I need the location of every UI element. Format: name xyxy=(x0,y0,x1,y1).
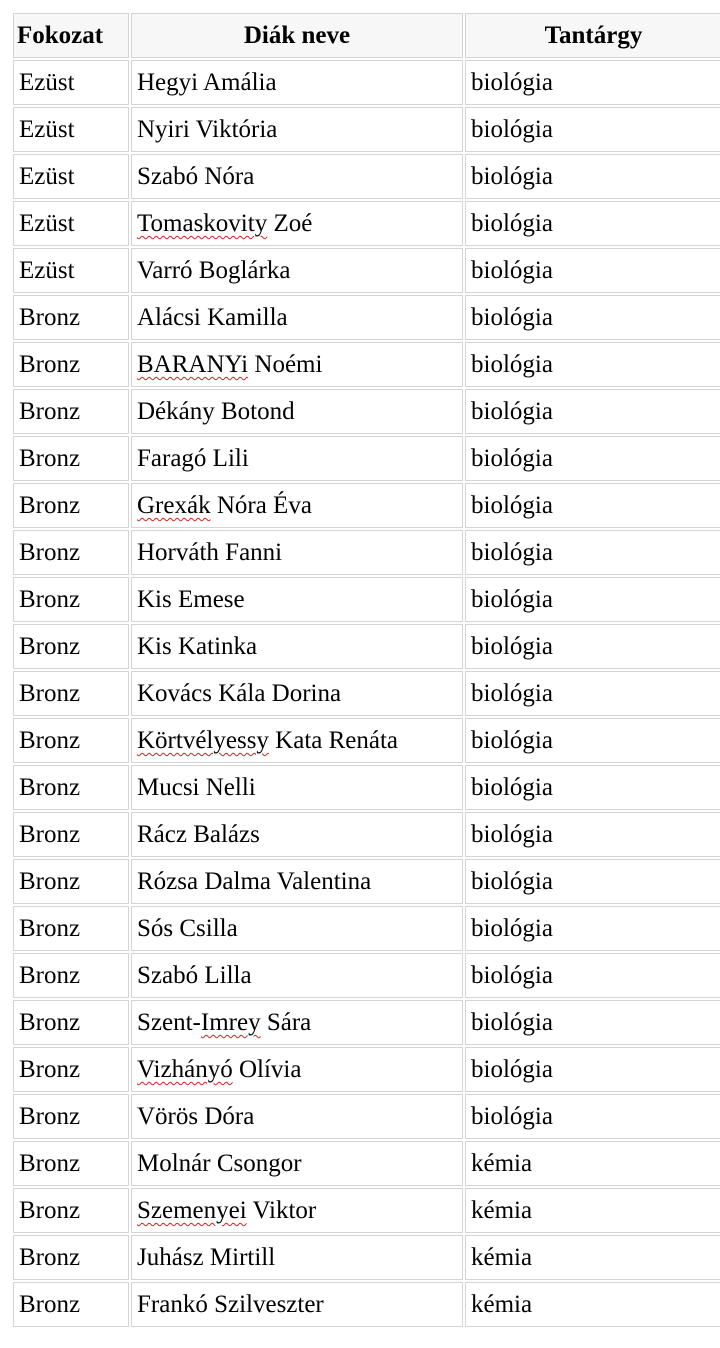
table-header xyxy=(13,13,720,58)
student-name-cell: Hegyi Amália xyxy=(131,60,463,105)
table-row xyxy=(13,671,720,716)
grade-cell: Bronz xyxy=(13,624,129,669)
subject-cell: biológia xyxy=(465,765,720,810)
student-name-cell: Horváth Fanni xyxy=(131,530,463,575)
grade-cell: Ezüst xyxy=(13,248,129,293)
student-name-cell: Alácsi Kamilla xyxy=(131,295,463,340)
student-name-cell xyxy=(131,718,463,763)
table-row xyxy=(13,530,720,575)
header-student-name: Diák neve xyxy=(131,13,463,58)
grade-cell: Ezüst xyxy=(13,60,129,105)
table-row xyxy=(13,154,720,199)
subject-cell: biológia xyxy=(465,248,720,293)
grade-cell: Bronz xyxy=(13,906,129,951)
student-name-cell xyxy=(131,1000,463,1045)
grade-cell: Ezüst xyxy=(13,154,129,199)
grade-cell: Bronz xyxy=(13,389,129,434)
header-grade: Fokozat xyxy=(13,13,129,58)
subject-cell: biológia xyxy=(465,1000,720,1045)
student-name-cell: Rácz Balázs xyxy=(131,812,463,857)
student-name-cell: Juhász Mirtill xyxy=(131,1235,463,1280)
subject-cell: biológia xyxy=(465,436,720,481)
grade-cell: Bronz xyxy=(13,1188,129,1233)
subject-cell: biológia xyxy=(465,154,720,199)
table-row xyxy=(13,624,720,669)
student-name-cell: Frankó Szilveszter xyxy=(131,1282,463,1327)
student-name-cell: Rózsa Dalma Valentina xyxy=(131,859,463,904)
student-name-cell: Nyiri Viktória xyxy=(131,107,463,152)
table-row xyxy=(13,953,720,998)
table-row xyxy=(13,1094,720,1139)
subject-cell: biológia xyxy=(465,389,720,434)
grade-cell: Bronz xyxy=(13,1282,129,1327)
name-segment: Szent- xyxy=(137,1009,201,1036)
student-name-cell xyxy=(131,201,463,246)
student-name-cell: Kis Katinka xyxy=(131,624,463,669)
student-name-cell: Vörös Dóra xyxy=(131,1094,463,1139)
student-name-cell: Molnár Csongor xyxy=(131,1141,463,1186)
subject-cell: biológia xyxy=(465,530,720,575)
table-row xyxy=(13,436,720,481)
table-row xyxy=(13,765,720,810)
student-name-cell: Szabó Lilla xyxy=(131,953,463,998)
student-name-cell xyxy=(131,342,463,387)
grade-cell: Bronz xyxy=(13,483,129,528)
student-name-cell: Szabó Nóra xyxy=(131,154,463,199)
spellcheck-flagged-word: Körtvélyessy xyxy=(137,727,269,754)
grade-cell: Ezüst xyxy=(13,201,129,246)
student-name-cell xyxy=(131,483,463,528)
table-row xyxy=(13,60,720,105)
subject-cell: biológia xyxy=(465,342,720,387)
subject-cell: biológia xyxy=(465,906,720,951)
subject-cell: biológia xyxy=(465,953,720,998)
subject-cell: biológia xyxy=(465,1047,720,1092)
grade-cell: Bronz xyxy=(13,436,129,481)
subject-cell: biológia xyxy=(465,577,720,622)
name-segment: Nóra Éva xyxy=(210,492,312,519)
table-row xyxy=(13,1141,720,1186)
table-row xyxy=(13,1188,720,1233)
spellcheck-flagged-word: Vizhányó xyxy=(137,1056,233,1083)
grade-cell: Bronz xyxy=(13,953,129,998)
student-name-cell xyxy=(131,1047,463,1092)
subject-cell: biológia xyxy=(465,624,720,669)
spellcheck-flagged-word: Tomaskovity xyxy=(137,210,268,237)
name-segment: Viktor xyxy=(246,1197,317,1224)
grade-cell: Ezüst xyxy=(13,107,129,152)
table-row xyxy=(13,812,720,857)
subject-cell: kémia xyxy=(465,1141,720,1186)
table-row xyxy=(13,248,720,293)
grade-cell: Bronz xyxy=(13,671,129,716)
grade-cell: Bronz xyxy=(13,765,129,810)
student-name-cell: Kovács Kála Dorina xyxy=(131,671,463,716)
grade-cell: Bronz xyxy=(13,530,129,575)
subject-cell: biológia xyxy=(465,859,720,904)
grade-cell: Bronz xyxy=(13,718,129,763)
name-segment: Sára xyxy=(260,1009,312,1036)
student-name-cell xyxy=(131,1188,463,1233)
name-segment: Zoé xyxy=(267,210,313,237)
name-segment: Olívia xyxy=(232,1056,302,1083)
subject-cell: kémia xyxy=(465,1188,720,1233)
table-row xyxy=(13,718,720,763)
subject-cell: biológia xyxy=(465,295,720,340)
subject-cell: biológia xyxy=(465,107,720,152)
table-row xyxy=(13,1047,720,1092)
student-name-cell: Kis Emese xyxy=(131,577,463,622)
spellcheck-flagged-word: Szemenyei xyxy=(137,1197,247,1224)
spellcheck-flagged-word: BARANYi xyxy=(137,351,249,378)
table-row xyxy=(13,389,720,434)
grade-cell: Bronz xyxy=(13,1047,129,1092)
table-row xyxy=(13,859,720,904)
subject-cell: biológia xyxy=(465,718,720,763)
grade-cell: Bronz xyxy=(13,295,129,340)
subject-cell: kémia xyxy=(465,1282,720,1327)
grade-cell: Bronz xyxy=(13,342,129,387)
table-body xyxy=(13,60,720,1327)
subject-cell: biológia xyxy=(465,1094,720,1139)
table-row xyxy=(13,1235,720,1280)
spellcheck-flagged-word: Imrey xyxy=(200,1009,261,1036)
table-row xyxy=(13,577,720,622)
table-row xyxy=(13,1000,720,1045)
grade-cell: Bronz xyxy=(13,1094,129,1139)
student-name-cell: Sós Csilla xyxy=(131,906,463,951)
table-row xyxy=(13,906,720,951)
table-row xyxy=(13,483,720,528)
name-segment: Noémi xyxy=(248,351,323,378)
table-row xyxy=(13,295,720,340)
student-name-cell: Dékány Botond xyxy=(131,389,463,434)
grade-cell: Bronz xyxy=(13,1000,129,1045)
student-name-cell: Faragó Lili xyxy=(131,436,463,481)
subject-cell: biológia xyxy=(465,483,720,528)
table-row xyxy=(13,107,720,152)
subject-cell: biológia xyxy=(465,201,720,246)
table-row xyxy=(13,1282,720,1327)
header-subject: Tantárgy xyxy=(465,13,720,58)
grade-cell: Bronz xyxy=(13,812,129,857)
student-name-cell: Varró Boglárka xyxy=(131,248,463,293)
grade-cell: Bronz xyxy=(13,577,129,622)
subject-cell: kémia xyxy=(465,1235,720,1280)
name-segment: Kata Renáta xyxy=(268,727,399,754)
subject-cell: biológia xyxy=(465,671,720,716)
table-row xyxy=(13,342,720,387)
grade-cell: Bronz xyxy=(13,1141,129,1186)
grade-cell: Bronz xyxy=(13,859,129,904)
student-name-cell: Mucsi Nelli xyxy=(131,765,463,810)
grade-cell: Bronz xyxy=(13,1235,129,1280)
results-table xyxy=(11,11,720,1329)
header-row xyxy=(13,13,720,58)
table-row xyxy=(13,201,720,246)
subject-cell: biológia xyxy=(465,812,720,857)
spellcheck-flagged-word: Grexák xyxy=(137,492,211,519)
subject-cell: biológia xyxy=(465,60,720,105)
